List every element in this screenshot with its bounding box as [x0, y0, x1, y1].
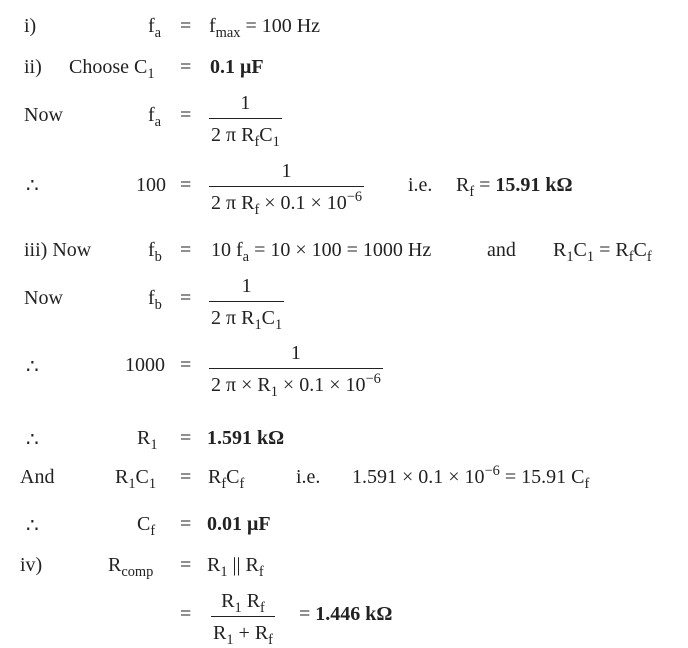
therefore-symbol: ∴	[26, 175, 39, 197]
equals-sign: =	[180, 427, 192, 449]
equals-sign: =	[180, 513, 192, 535]
equals-sign: =	[180, 466, 192, 488]
label-and: And	[20, 466, 55, 488]
lhs-100: 100	[136, 174, 166, 196]
value-r1: 1.591 kΩ	[207, 427, 285, 449]
lhs-fa: $f_a$	[148, 104, 162, 131]
rhs-parallel: $R_1$ || $R_f$	[207, 554, 264, 581]
equals-sign: =	[180, 104, 192, 126]
step-label-ii: ii)	[24, 56, 42, 78]
lhs-r1: $R_1$	[137, 427, 158, 454]
equals-sign: =	[180, 239, 192, 261]
therefore-symbol: ∴	[26, 429, 39, 451]
therefore-symbol: ∴	[26, 515, 39, 537]
lhs-r1c1: $R_1C_1$	[115, 466, 157, 493]
rhs-rfcf: $R_fC_f$	[208, 466, 245, 493]
step-label-iv: iv)	[20, 554, 43, 576]
lhs-fb: $f_b$	[148, 287, 162, 314]
equals-sign: =	[180, 354, 192, 376]
equals-sign: =	[180, 287, 192, 309]
label-now: Now	[24, 104, 63, 126]
result-rf: $R_f = 15.91$ kΩ	[456, 174, 573, 201]
fraction-fa: 1 2 π $R_fC_1$	[211, 92, 280, 151]
fraction-1000: 1 2 $\pi \times R_1 \times 0.1 \times 10^{-6}$	[211, 342, 381, 401]
equals-sign: =	[180, 15, 192, 37]
fraction-rcomp: $R_1$ $R_f$ $R_1 + R_f$	[213, 590, 273, 648]
result-rcomp: = 1.446 kΩ	[299, 603, 393, 625]
label-now: Now	[24, 287, 63, 309]
ie-text: i.e.	[408, 174, 433, 196]
equals-sign: =	[180, 603, 192, 625]
step-label-i: i)	[24, 15, 37, 37]
step-label-iii: iii) Now	[24, 239, 92, 261]
ie-text: i.e.	[296, 466, 321, 488]
value-cf: 0.01 μF	[207, 513, 271, 535]
lhs-fb: $f_b$	[148, 239, 162, 266]
value-c1: 0.1 μF	[210, 56, 264, 78]
fraction-100: 1 2 π $R_f \times 0.1 \times 10^{-6}$	[211, 160, 363, 219]
and-text: and	[487, 239, 516, 261]
lhs-rcomp: $R_{comp}$	[108, 554, 154, 581]
therefore-symbol: ∴	[26, 356, 39, 378]
rhs-fmax: $f_{max} = 100$ Hz	[209, 15, 321, 42]
fb-calculation: 10 $f_a = 10 \times 100 = 1000$ Hz	[211, 239, 432, 266]
fraction-fb: 1 2 π $R_1C_1$	[211, 275, 283, 334]
choose-c1: Choose $C_1$	[69, 56, 155, 83]
lhs-fa: $f_a$	[148, 15, 162, 42]
lhs-1000: 1000	[125, 354, 165, 376]
lhs-cf: $C_f$	[137, 513, 156, 540]
equals-sign: =	[180, 554, 192, 576]
cf-calculation: $1.591 \times 0.1 \times 10^{-6} = 15.91$ $C_f$	[352, 463, 590, 493]
rc-relation: $R_1C_1 = R_fC_f$	[553, 239, 652, 266]
equals-sign: =	[180, 56, 192, 78]
equals-sign: =	[180, 174, 192, 196]
